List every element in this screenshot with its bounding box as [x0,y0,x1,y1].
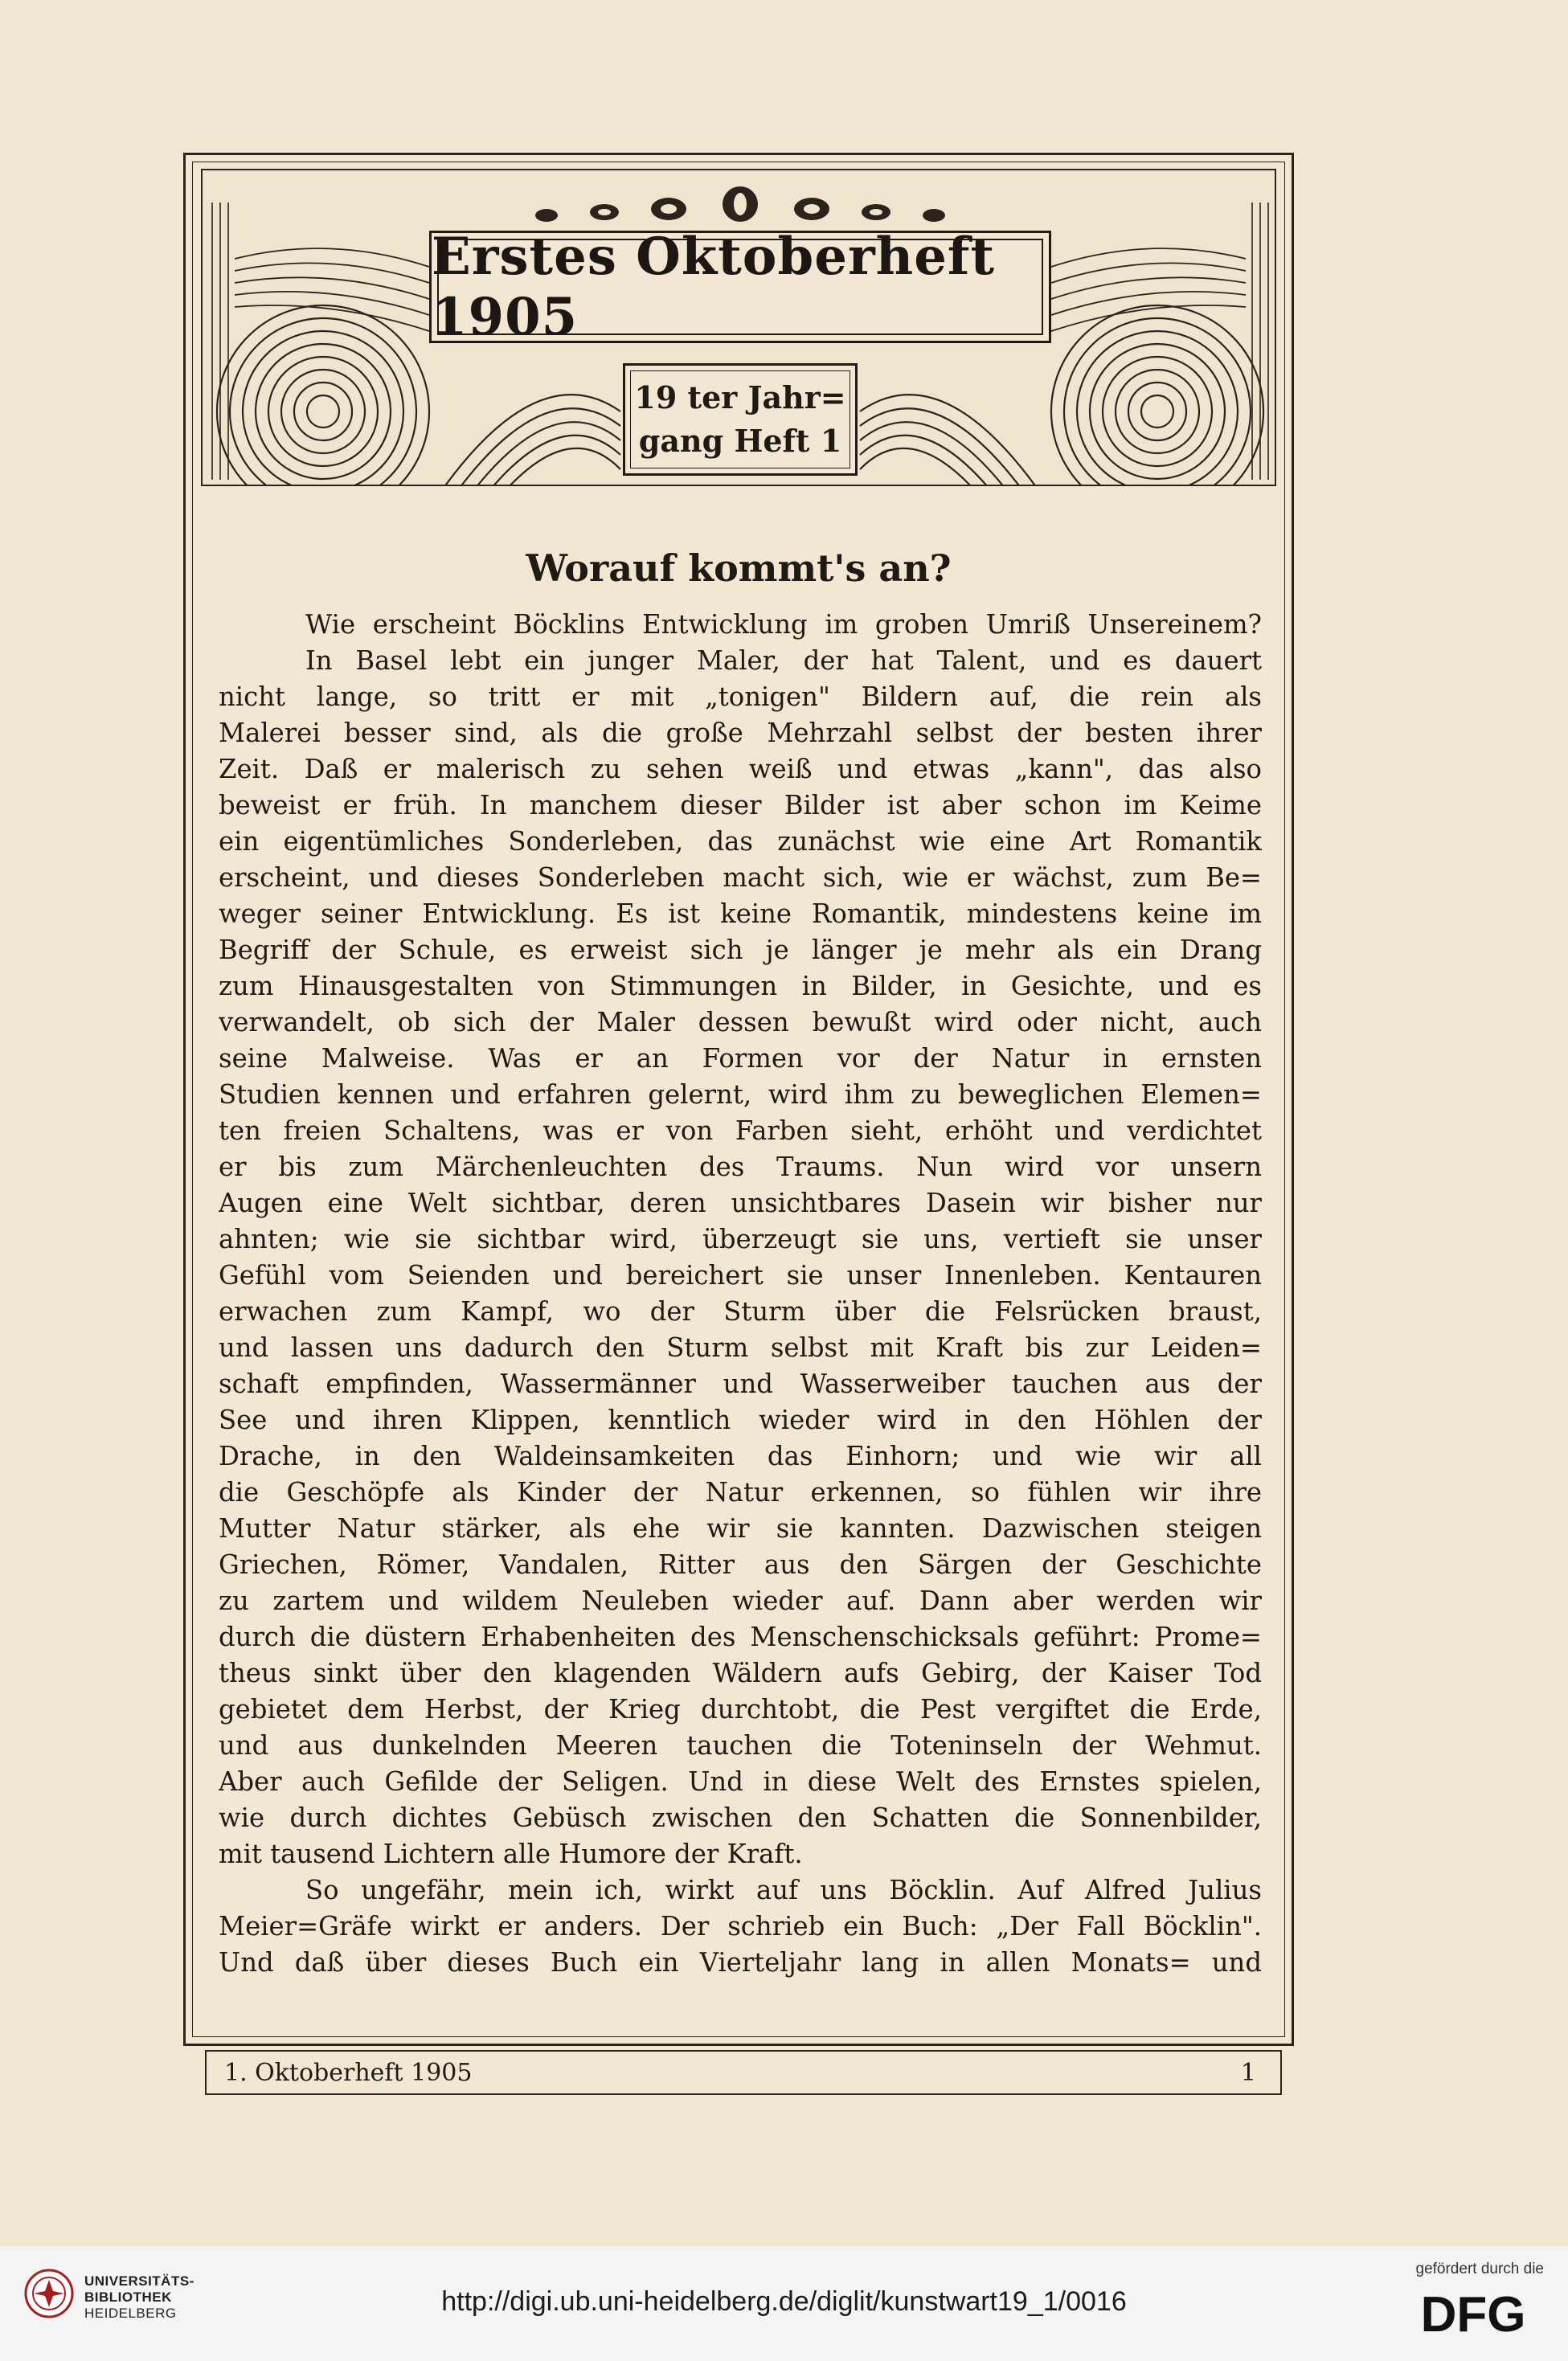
funded-by-label: gefördert durch die [1415,2261,1544,2277]
body-line: schaft empfinden, Wassermänner und Wasserweiber tauchen aus der [219,1369,1262,1399]
ornamental-header [201,169,1276,486]
dfg-logo-text: DFG [1420,2287,1526,2339]
uni-line-2: BIBLIOTHEK [84,2289,172,2305]
issue-line-2: gang Heft 1 [638,423,842,459]
body-line: gebietet dem Herbst, der Krieg durchtobt, die Pest vergiftet die Erde, [219,1694,1262,1725]
body-line: nicht lange, so tritt er mit „tonigen" Bildern auf, die rein als [219,681,1262,712]
library-footer-bar [0,2246,1568,2361]
source-url[interactable]: http://digi.ub.uni-heidelberg.de/diglit/kunstwart19_1/0016 [441,2286,1127,2317]
body-line: und aus dunkelnden Meeren tauchen die Toteninseln der Wehmut. [219,1730,1262,1761]
page-number: 1 [1240,2058,1256,2087]
body-line: Zeit. Daß er malerisch zu sehen weiß und etwas „kann", das also [219,754,1262,784]
body-line: Meier=Gräfe wirkt er anders. Der schrieb ein Buch: „Der Fall Böcklin". [219,1911,1262,1942]
body-line: Studien kennen und erfahren gelernt, wird ihm zu beweglichen Elemen= [219,1079,1262,1110]
body-line: Mutter Natur stärker, als ehe wir sie kannten. Dazwischen steigen [219,1513,1262,1544]
body-line: die Geschöpfe als Kinder der Natur erkennen, so fühlen wir ihre [219,1477,1262,1508]
uni-line-3: HEIDELBERG [84,2306,177,2321]
body-line: ahnten; wie sie sichtbar wird, überzeugt sie uns, vertieft sie unser [219,1224,1262,1254]
body-line: Und daß über dieses Buch ein Vierteljahr lang in allen Monats= und [219,1947,1262,1978]
body-line: In Basel lebt ein junger Maler, der hat Talent, und es dauert [305,645,1262,676]
uni-line-1: UNIVERSITÄTS- [84,2273,194,2289]
body-line: weger seiner Entwicklung. Es ist keine Romantik, mindestens keine im [219,898,1262,929]
body-line: Griechen, Römer, Vandalen, Ritter aus den Särgen der Geschichte [219,1549,1262,1580]
body-line: beweist er früh. In manchem dieser Bilder ist aber schon im Keime [219,790,1262,820]
body-line: wie durch dichtes Gebüsch zwischen den Schatten die Sonnenbilder, [219,1802,1262,1833]
body-line: Aber auch Gefilde der Seligen. Und in diese Welt des Ernstes spielen, [219,1766,1262,1797]
article-heading: Worauf kommt's an? [526,546,952,590]
body-line: Malerei besser sind, als die große Mehrzahl selbst der besten ihrer [219,718,1262,748]
body-line: zu zartem und wildem Neuleben wieder auf. Dann aber werden wir [219,1586,1262,1616]
body-line: erwachen zum Kampf, wo der Sturm über die Felsrücken braust, [219,1296,1262,1327]
body-line: mit tausend Lichtern alle Humore der Kraft. [219,1839,803,1869]
title-box [429,227,1051,347]
issue-title: Erstes Oktoberheft 1905 [432,227,995,347]
issue-line-1: 19 ter Jahr= [634,379,846,415]
footer-issue: 1. Oktoberheft 1905 [224,2058,473,2087]
body-line: So ungefähr, mein ich, wirkt auf uns Böcklin. Auf Alfred Julius [305,1875,1262,1905]
page-footer [205,2050,1282,2095]
body-line: Drache, in den Waldeinsamkeiten das Einhorn; und wie wir all [219,1441,1262,1471]
issue-box [623,363,858,476]
body-line: ein eigentümliches Sonderleben, das zunächst wie eine Art Romantik [219,826,1262,857]
body-line: theus sinkt über den klagenden Wäldern aufs Gebirg, der Kaiser Tod [219,1658,1262,1688]
body-line: er bis zum Märchenleuchten des Traums. Nun wird vor unsern [219,1152,1262,1182]
body-line: und lassen uns dadurch den Sturm selbst mit Kraft bis zur Leiden= [219,1332,1262,1363]
article-body [219,607,1262,1981]
body-line: ten freien Schaltens, was er von Farben sieht, erhöht und verdichtet [219,1115,1262,1146]
dfg-logo-icon [1401,2286,1545,2339]
body-line: Gefühl vom Seienden und bereichert sie unser Innenleben. Kentauren [219,1260,1262,1291]
body-line: Augen eine Welt sichtbar, deren unsichtbares Dasein wir bisher nur [219,1188,1262,1218]
body-line: durch die düstern Erhabenheiten des Menschenschicksals geführt: Prome= [219,1622,1262,1652]
body-line: verwandelt, ob sich der Maler dessen bewußt wird oder nicht, auch [219,1007,1262,1037]
body-line: Wie erscheint Böcklins Entwicklung im groben Umriß Unsereinem? [305,609,1262,640]
body-line: seine Malweise. Was er an Formen vor der Natur in ernsten [219,1043,1262,1074]
body-line: erscheint, und dieses Sonderleben macht sich, wie er wächst, zum Be= [219,862,1262,893]
body-line: Begriff der Schule, es erweist sich je länger je mehr als ein Drang [219,935,1262,965]
body-line: See und ihren Klippen, kenntlich wieder wird in den Höhlen der [219,1405,1262,1435]
body-line: zum Hinausgestalten von Stimmungen in Bilder, in Gesichte, und es [219,971,1262,1001]
